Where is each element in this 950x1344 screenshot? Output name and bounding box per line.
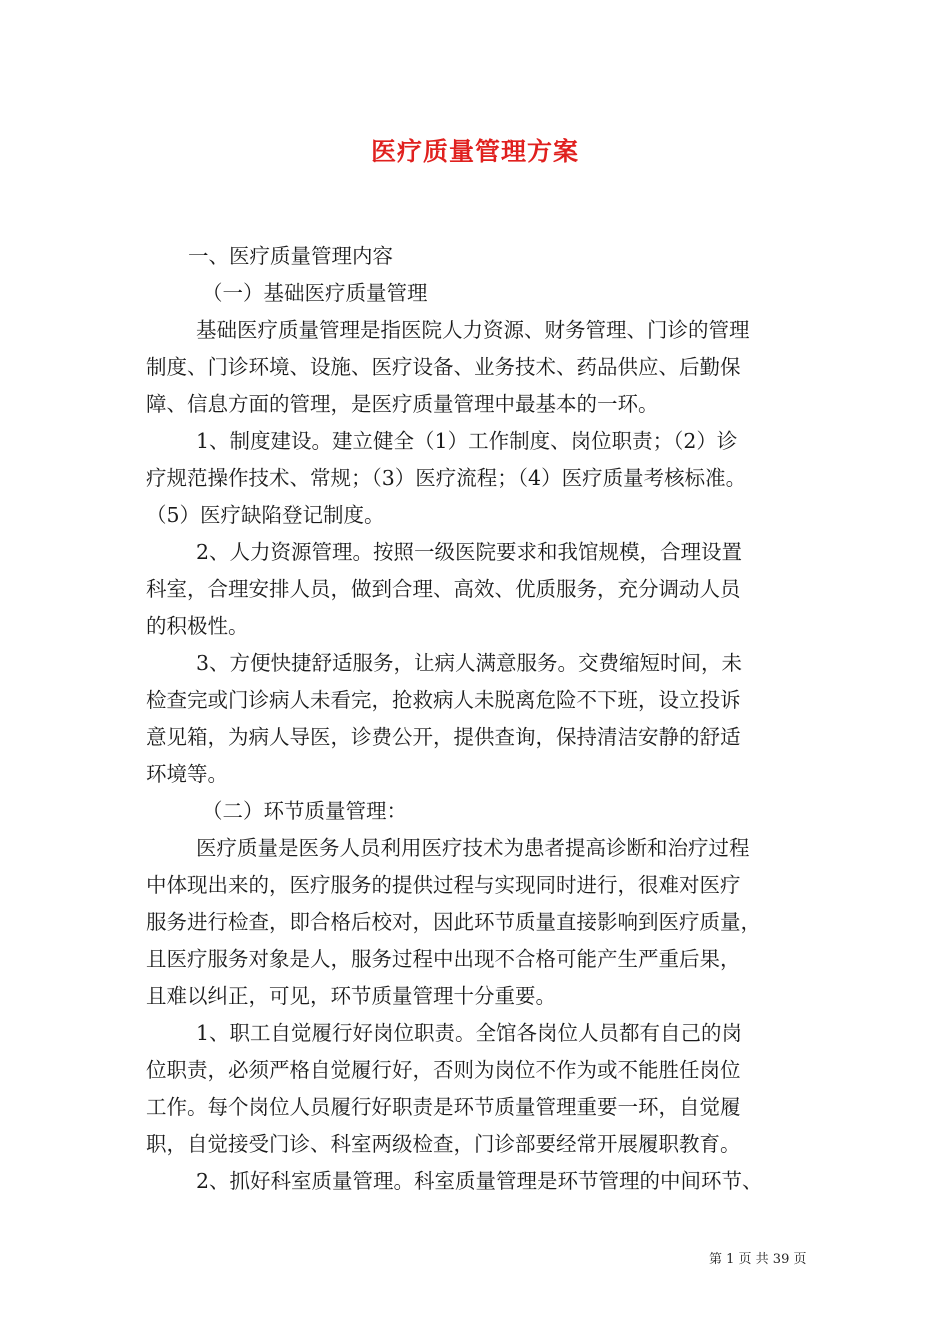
subsection-heading: （一）基础医疗质量管理: [202, 281, 428, 305]
paragraph-line: （5）医疗缺陷登记制度。: [146, 503, 385, 527]
paragraph-line: 1、制度建设。建立健全（1）工作制度、岗位职责；（2）诊: [196, 429, 738, 453]
subsection-heading: （二）环节质量管理：: [202, 799, 407, 823]
document-title: 医疗质量管理方案: [370, 137, 579, 166]
section-heading: 一、医疗质量管理内容: [188, 244, 393, 268]
paragraph-line: 中体现出来的，医疗服务的提供过程与实现同时进行，很难对医疗: [146, 873, 741, 897]
paragraph-line: 2、人力资源管理。按照一级医院要求和我馆规模，合理设置: [196, 540, 743, 564]
paragraph-line: 医疗质量是医务人员利用医疗技术为患者提高诊断和治疗过程: [196, 836, 750, 860]
paragraph-line: 职，自觉接受门诊、科室两级检查，门诊部要经常开展履职教育。: [146, 1132, 741, 1156]
paragraph-line: 科室，合理安排人员，做到合理、高效、优质服务，充分调动人员: [146, 577, 741, 601]
paragraph-line: 1、职工自觉履行好岗位职责。全馆各岗位人员都有自己的岗: [196, 1021, 743, 1045]
paragraph-line: 2、抓好科室质量管理。科室质量管理是环节管理的中间环节、: [196, 1169, 763, 1193]
paragraph-line: 的积极性。: [146, 614, 249, 638]
paragraph-line: 制度、门诊环境、设施、医疗设备、业务技术、药品供应、后勤保: [146, 355, 741, 379]
paragraph-line: 且医疗服务对象是人，服务过程中出现不合格可能产生严重后果，: [146, 947, 741, 971]
paragraph-line: 疗规范操作技术、常规；（3）医疗流程；（4）医疗质量考核标准。: [146, 466, 747, 490]
page-number: 第 1 页 共 39 页: [709, 1252, 807, 1267]
paragraph-line: 基础医疗质量管理是指医院人力资源、财务管理、门诊的管理: [196, 318, 750, 342]
paragraph-line: 检查完或门诊病人未看完，抢救病人未脱离危险不下班，设立投诉: [146, 688, 741, 712]
paragraph-line: 3、方便快捷舒适服务，让病人满意服务。交费缩短时间，未: [196, 651, 743, 675]
paragraph-line: 意见箱，为病人导医，诊费公开，提供查询，保持清洁安静的舒适: [146, 725, 741, 749]
document-body: [146, 238, 814, 1200]
paragraph-line: 服务进行检查，即合格后校对，因此环节质量直接影响到医疗质量，: [146, 910, 761, 934]
paragraph-line: 且难以纠正，可见，环节质量管理十分重要。: [146, 984, 556, 1008]
paragraph-line: 环境等。: [146, 762, 228, 786]
paragraph-line: 障、信息方面的管理，是医疗质量管理中最基本的一环。: [146, 392, 659, 416]
paragraph-line: 工作。每个岗位人员履行好职责是环节质量管理重要一环，自觉履: [146, 1095, 741, 1119]
paragraph-line: 位职责，必须严格自觉履行好，否则为岗位不作为或不能胜任岗位: [146, 1058, 741, 1082]
